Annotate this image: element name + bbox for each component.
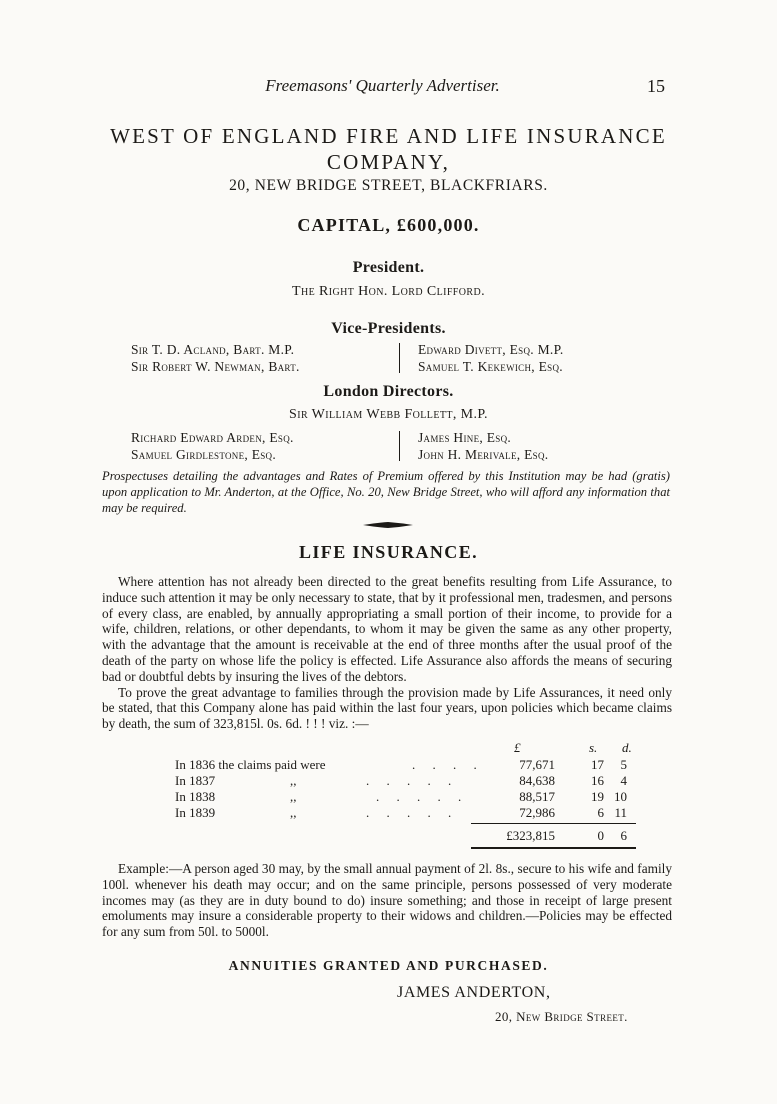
row-label: In 1838 [175, 789, 216, 804]
signature-name: JAMES ANDERTON, [397, 984, 551, 1001]
table-row [0, 757, 777, 773]
ditto-mark: ,, [290, 773, 297, 788]
row-label: In 1837 [175, 773, 216, 788]
row-pounds: 84,638 [519, 773, 555, 788]
director-name-first: Sir William Webb Follett, M.P. [289, 407, 488, 422]
total-pence: 6 [620, 828, 627, 843]
sum-rule [471, 823, 636, 824]
company-address: 20, NEW BRIDGE STREET, BLACKFRIARS. [229, 177, 548, 194]
row-pounds: 72,986 [519, 805, 555, 820]
leader-dots: . . . . [412, 757, 484, 772]
table-row [0, 773, 777, 789]
life-insurance-body [102, 574, 672, 732]
row-pence: 10 [614, 789, 627, 804]
row-pounds: 77,671 [519, 757, 555, 772]
president-heading: President. [352, 259, 425, 276]
vice-president-name: Samuel T. Kekewich, Esq. [418, 359, 563, 374]
column-header-pounds: £ [514, 740, 521, 755]
vice-presidents-heading: Vice-Presidents. [331, 320, 446, 337]
total-pounds: £323,815 [506, 828, 555, 843]
fleuron-ornament [363, 522, 413, 528]
running-title: Freemasons' Quarterly Advertiser. [265, 76, 500, 95]
example-paragraph [102, 861, 672, 940]
company-title-line1: WEST OF ENGLAND FIRE AND LIFE INSURANCE [110, 124, 667, 148]
leader-dots: . . . . . [376, 789, 469, 804]
total-row [0, 828, 777, 844]
row-pence: 5 [620, 757, 627, 772]
paragraph: To prove the great advantage to families through the provision made by Life Assurances, it need only be stated, that this Company alone has paid within the last four years, upon policies which became claims by death, the sum of 323,815l. 0s. 6d. ! ! ! viz. :— [102, 684, 672, 732]
leader-dots: . . . . . [366, 773, 459, 788]
row-pence: 11 [614, 805, 627, 820]
running-head [100, 76, 665, 100]
row-shillings: 19 [591, 789, 604, 804]
london-directors-heading: London Directors. [323, 383, 454, 400]
row-pounds: 88,517 [519, 789, 555, 804]
table-row [0, 805, 777, 821]
company-title-line2: COMPANY, [326, 150, 451, 174]
directors-right [418, 429, 548, 463]
total-shillings: 0 [597, 828, 604, 843]
vice-president-name: Sir Robert W. Newman, Bart. [131, 359, 300, 374]
paragraph: Where attention has not already been directed to the great benefits resulting from Life Assurance, to induce such attention it may be only necessary to state, that by it professional men, tradesmen, and persons of every class, are enabled, by annually appropriating a small portion of their income, to provide for a wife, children, relations, or other dependants, to whom it may be given the same as any other property, with the advantage that the amount is receivable at the end of three months after the usual proof of the death of the party on whose life the policy is effected. Life Assurance also affords the means of securing bad or doubtful debts by insuring the lives of the debtors. [102, 574, 672, 684]
president-name: The Right Hon. Lord Clifford. [292, 284, 485, 299]
director-name: Richard Edward Arden, Esq. [131, 430, 294, 445]
page-number: 15 [647, 76, 665, 96]
column-divider [399, 343, 400, 373]
row-shillings: 16 [591, 773, 604, 788]
prospectus-note: Prospectuses detailing the advantages and Rates of Premium offered by this Institution may be had (gratis) upon application to Mr. Anderton, at the Office, No. 20, New Bridge Street, who will afford any information that may be required. [102, 469, 670, 515]
paragraph: Example:—A person aged 30 may, by the small annual payment of 2l. 8s., secure to his wife and family 100l. whenever his death may occur; and on the same principle, persons possessed of very moderate incomes may (as they are in duty bound to do) insure something; and those in receipt of large present emoluments may insure a considerable property to their widows and children.—Policies may be effected for any sum from 50l. to 5000l. [102, 861, 672, 940]
vice-president-name: Edward Divett, Esq. M.P. [418, 342, 564, 357]
life-insurance-heading: LIFE INSURANCE. [298, 542, 479, 562]
director-name: James Hine, Esq. [418, 430, 512, 445]
vice-presidents-left [131, 341, 300, 375]
row-pence: 4 [620, 773, 627, 788]
director-name: Samuel Girdlestone, Esq. [131, 447, 277, 462]
company-title [0, 123, 777, 175]
signature-address: 20, New Bridge Street. [495, 1009, 628, 1024]
capital-heading: CAPITAL, £600,000. [297, 215, 480, 235]
director-name: John H. Merivale, Esq. [418, 447, 549, 462]
row-shillings: 6 [597, 805, 604, 820]
leader-dots: . . . . . [366, 805, 459, 820]
directors-left [131, 429, 294, 463]
vice-presidents-right [418, 341, 564, 375]
annuities-heading: ANNUITIES GRANTED AND PURCHASED. [228, 958, 549, 973]
vice-president-name: Sir T. D. Acland, Bart. M.P. [131, 342, 295, 357]
table-row [0, 789, 777, 805]
column-divider [399, 431, 400, 461]
column-header-shillings: s. [589, 740, 598, 755]
column-header-pence: d. [622, 740, 632, 755]
row-label: In 1836 the claims paid were [175, 757, 326, 772]
ditto-mark: ,, [290, 805, 297, 820]
double-rule [471, 847, 636, 849]
ditto-mark: ,, [290, 789, 297, 804]
row-shillings: 17 [591, 757, 604, 772]
row-label: In 1839 [175, 805, 216, 820]
